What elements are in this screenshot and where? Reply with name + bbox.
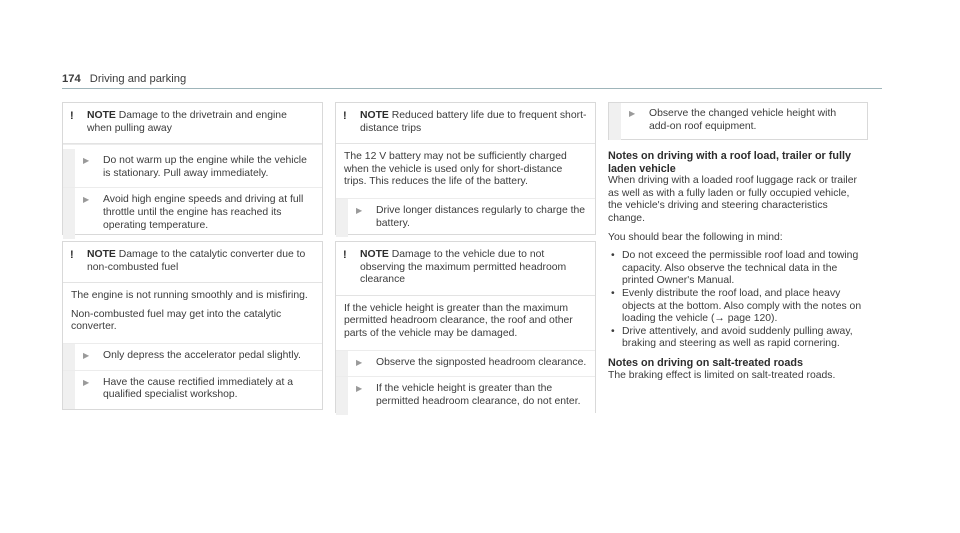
step-text: Observe the signposted headroom clearance. — [376, 356, 587, 368]
note-label: NOTE — [87, 110, 116, 121]
step-text: If the vehicle height is greater than the permitted headroom clearance, do not enter. — [376, 383, 581, 407]
step-text: Observe the changed vehicle height with add-on roof equipment. — [649, 108, 837, 132]
header-rule — [62, 88, 882, 89]
note-label: NOTE — [360, 110, 389, 121]
play-arrow-icon: ▶ — [629, 109, 636, 118]
warning-icon: ! — [70, 110, 74, 122]
note-header — [336, 103, 595, 144]
page-number: 174 — [62, 73, 81, 85]
roof-load-section — [608, 150, 866, 388]
note-box-drivetrain — [62, 102, 323, 235]
body-paragraph: Non-combusted fuel may get into the catalytic converter. — [71, 308, 282, 333]
note-label: NOTE — [360, 249, 389, 260]
warning-icon: ! — [343, 249, 347, 261]
list-item: • Do not exceed the permissible roof load and towing capacity. Also observe the technical data in the printed Owner's Manual. — [608, 250, 866, 288]
step-item — [63, 370, 322, 409]
step-item — [63, 187, 322, 239]
step-item — [63, 343, 322, 370]
section-heading: Notes on driving with a roof load, trailer or fully laden vehicle — [608, 150, 851, 175]
note-label: NOTE — [87, 249, 116, 260]
note-header — [63, 103, 322, 144]
note-box-headroom — [335, 241, 596, 413]
play-arrow-icon: ▶ — [356, 384, 363, 394]
step-text: Do not warm up the engine while the vehicle is stationary. Pull away immediately. — [103, 155, 307, 179]
step-item — [336, 350, 595, 377]
note-text: Reduced battery life due to frequent short-distance trips — [360, 110, 587, 134]
step-box-roof-equipment — [608, 102, 868, 140]
bullet-list — [608, 250, 866, 351]
step-item — [336, 376, 595, 415]
note-box-catalytic — [62, 241, 323, 410]
step-text: Only depress the accelerator pedal slightly. — [103, 349, 301, 361]
list-item: • Evenly distribute the roof load, and place heavy objects at the bottom. Also comply with the notes on loading the vehicle (→ page 120). — [608, 288, 866, 326]
note-text: Damage to the drivetrain and engine when pulling away — [87, 110, 287, 134]
step-text: Avoid high engine speeds and driving at full throttle until the engine has reached its operating temperature. — [103, 194, 304, 231]
step-text: Have the cause rectified immediately at a qualified specialist workshop. — [103, 376, 294, 401]
play-arrow-icon: ▶ — [83, 195, 90, 205]
note-header — [336, 242, 595, 296]
play-arrow-icon: ▶ — [356, 205, 363, 215]
body-paragraph: The 12 V battery may not be sufficiently charged when the vehicle is used only for short-distance trips. This reduces the life of the battery. — [344, 151, 567, 188]
play-arrow-icon: ▶ — [83, 377, 90, 387]
note-body — [336, 296, 595, 350]
body-paragraph: If the vehicle height is greater than the maximum permitted headroom clearance, the roof and other parts of the vehicle may be damaged. — [344, 302, 573, 339]
section-paragraph: You should bear the following in mind: — [608, 231, 783, 243]
warning-icon: ! — [70, 249, 74, 261]
warning-icon: ! — [343, 110, 347, 122]
note-box-battery — [335, 102, 596, 235]
step-item — [609, 103, 867, 140]
note-text: Damage to the catalytic converter due to non-combusted fuel — [87, 249, 306, 273]
play-arrow-icon: ▶ — [83, 156, 90, 166]
list-item: • Drive attentively, and avoid suddenly pulling away, braking and steering as well as rapid cornering. — [608, 326, 866, 351]
note-body — [336, 144, 595, 198]
note-header — [63, 242, 322, 283]
page-header — [62, 73, 186, 86]
step-item — [336, 198, 595, 237]
step-item — [63, 144, 322, 187]
note-text: Damage to the vehicle due to not observing the maximum permitted headroom clearance — [360, 249, 567, 286]
body-paragraph: The engine is not running smoothly and is misfiring. — [71, 290, 308, 302]
section-heading: Notes on driving on salt-treated roads — [608, 356, 803, 369]
play-arrow-icon: ▶ — [356, 357, 363, 367]
section-paragraph: When driving with a loaded roof luggage rack or trailer as well as with a fully laden or fully occupied vehicle, the vehicle's driving and steering characteristics change. — [608, 175, 857, 224]
play-arrow-icon: ▶ — [83, 350, 90, 360]
note-body — [63, 283, 322, 343]
step-text: Drive longer distances regularly to charge the battery. — [376, 204, 586, 229]
section-paragraph: The braking effect is limited on salt-treated roads. — [608, 369, 836, 381]
section-title: Driving and parking — [89, 73, 187, 85]
